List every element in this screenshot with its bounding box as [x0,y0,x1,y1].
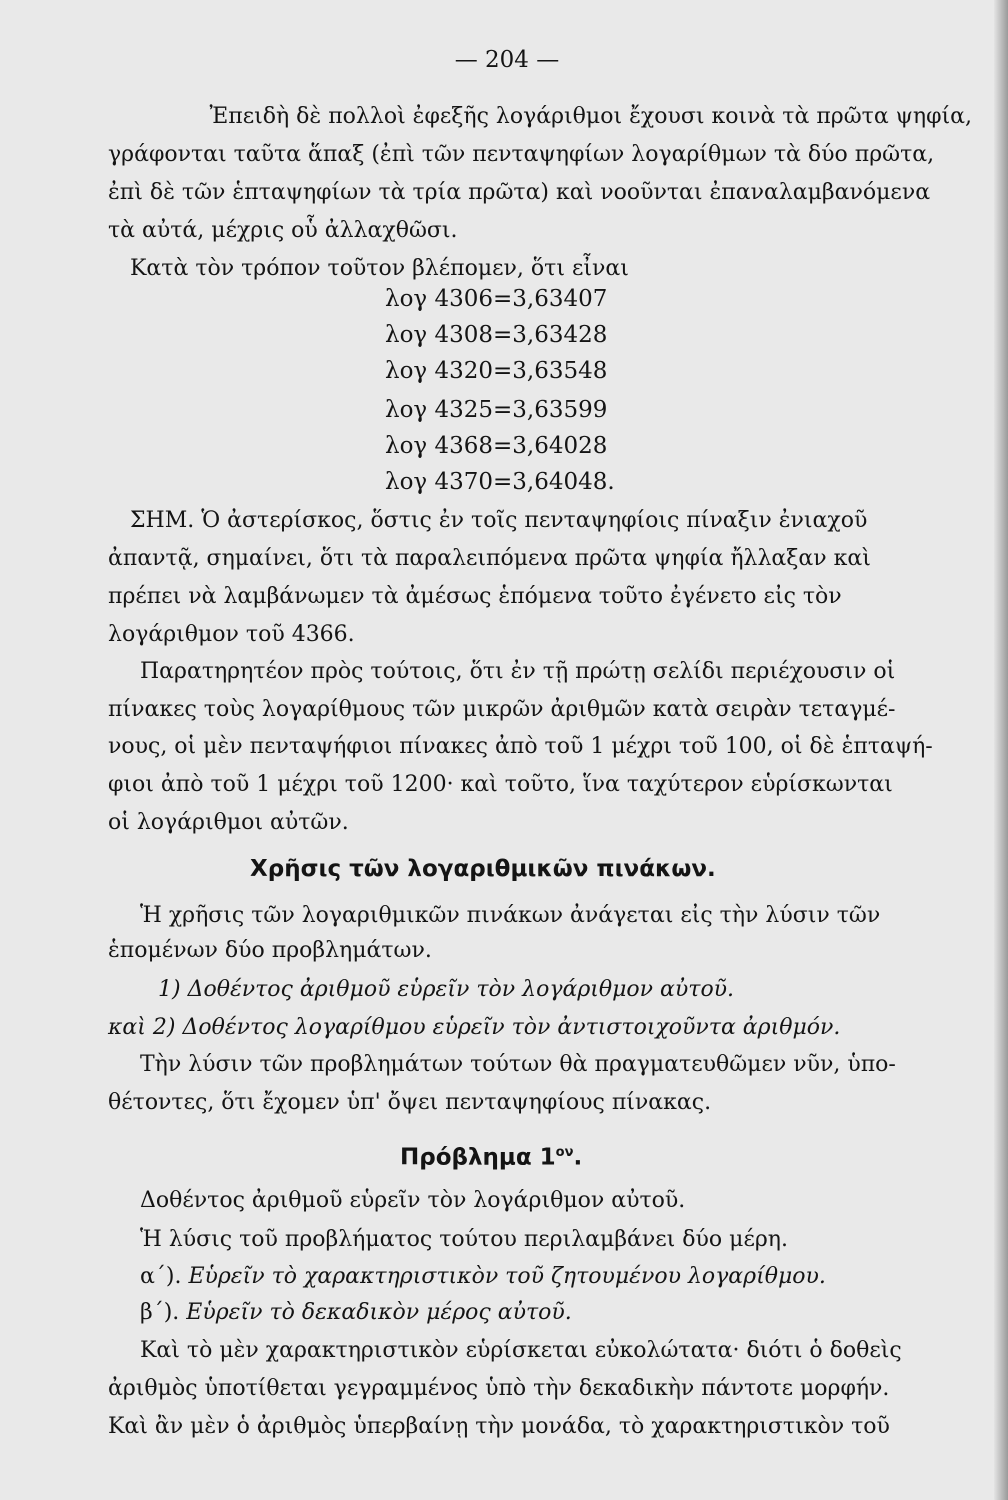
para5-line-2: θέτοντες, ὅτι ἔχομεν ὑπ' ὄψει πενταψηφίους πίνακας. [108,1090,712,1115]
part-a-label: α΄). [140,1264,182,1289]
log-line-4: λογ 4325=3,63599 [385,397,608,423]
part-b [140,1300,572,1326]
problem-heading-text: Πρόβλημα 1 [400,1144,556,1171]
log-line-1: λογ 4306=3,63407 [385,286,608,312]
para7-line-1: Καὶ τὸ μὲν χαρακτηριστικὸν εὑρίσκεται εὐκολώτατα· διότι ὁ δοθεὶς [140,1338,902,1363]
part-b-label: β΄). [140,1300,180,1325]
problem-heading [400,1140,582,1171]
section-heading: Χρῆσις τῶν λογαριθμικῶν πινάκων. [250,856,716,882]
log-line-6: λογ 4370=3,64048. [385,469,615,495]
page-edge-shadow [994,0,1008,1500]
problem-heading-end: . [573,1144,583,1171]
para3-line-5: οἱ λογάριθμοι αὐτῶν. [108,810,349,835]
problem-2: καὶ 2) Δοθέντος λογαρίθμου εὑρεῖν τὸν ἀντιστοιχοῦντα ἀριθμόν. [108,1015,841,1040]
para1-line-1: Ἐπειδὴ δὲ πολλοὶ ἐφεξῆς λογάριθμοι ἔχουσι κοινὰ τὰ πρῶτα ψηφία, [209,104,972,129]
para1-line-3: ἐπὶ δὲ τῶν ἑπταψηφίων τὰ τρία πρῶτα) καὶ νοοῦνται ἐπαναλαμβανόμενα [108,180,931,205]
part-b-text: Εὑρεῖν τὸ δεκαδικὸν μέρος αὐτοῦ. [186,1300,572,1325]
log-line-5: λογ 4368=3,64028 [385,433,608,459]
part-a [140,1264,826,1290]
para3-line-4: φιοι ἀπὸ τοῦ 1 μέχρι τοῦ 1200· καὶ τοῦτο, ἵνα ταχύτερον εὑρίσκωνται [108,772,893,797]
para2-intro: Κατὰ τὸν τρόπον τοῦτον βλέπομεν, ὅτι εἶναι [130,256,629,281]
note-line-4: λογάριθμον τοῦ 4366. [108,622,355,647]
note-line-1: ΣΗΜ. Ὁ ἀστερίσκος, ὅστις ἐν τοῖς πενταψηφίοις πίναξιν ἐνιαχοῦ [130,508,868,533]
page-number: — 204 — [454,47,560,73]
note-line-2: ἀπαντᾷ, σημαίνει, ὅτι τὰ παραλειπόμενα πρῶτα ψηφία ἤλλαξαν καὶ [108,546,871,571]
para6-line-2: Ἡ λύσις τοῦ προβλήματος τούτου περιλαμβάνει δύο μέρη. [140,1227,788,1252]
problem-1: 1) Δοθέντος ἀριθμοῦ εὑρεῖν τὸν λογάριθμον αὐτοῦ. [158,977,735,1002]
note-line-3: πρέπει νὰ λαμβάνωμεν τὰ ἀμέσως ἑπόμενα τοῦτο ἐγένετο εἰς τὸν [108,584,842,609]
part-a-text: Εὑρεῖν τὸ χαρακτηριστικὸν τοῦ ζητουμένου λογαρίθμου. [188,1264,826,1289]
log-line-3: λογ 4320=3,63548 [385,358,608,384]
para4-line-2: ἑπομένων δύο προβλημάτων. [108,938,432,963]
para7-line-2: ἀριθμὸς ὑποτίθεται γεγραμμένος ὑπὸ τὴν δεκαδικὴν πάντοτε μορφήν. [108,1376,890,1401]
problem-heading-sup: ον [555,1145,574,1160]
para1-line-2: γράφονται ταῦτα ἅπαξ (ἐπὶ τῶν πενταψηφίων λογαρίθμων τὰ δύο πρῶτα, [108,142,935,167]
para7-line-3: Καὶ ἂν μὲν ὁ ἀριθμὸς ὑπερβαίνῃ τὴν μονάδα, τὸ χαρακτηριστικὸν τοῦ [108,1414,890,1439]
para3-line-2: πίνακες τοὺς λογαρίθμους τῶν μικρῶν ἀριθμῶν κατὰ σειρὰν τεταγμέ- [108,697,896,722]
para1-line-4: τὰ αὐτά, μέχρις οὗ ἀλλαχθῶσι. [108,218,458,243]
log-line-2: λογ 4308=3,63428 [385,322,608,348]
para3-line-1: Παρατηρητέον πρὸς τούτοις, ὅτι ἐν τῇ πρώτῃ σελίδι περιέχουσιν οἱ [140,659,896,684]
para4-line-1: Ἡ χρῆσις τῶν λογαριθμικῶν πινάκων ἀνάγεται εἰς τὴν λύσιν τῶν [140,903,881,928]
para6-line-1: Δοθέντος ἀριθμοῦ εὑρεῖν τὸν λογάριθμον αὐτοῦ. [140,1188,686,1213]
para5-line-1: Τὴν λύσιν τῶν προβλημάτων τούτων θὰ πραγματευθῶμεν νῦν, ὑπο- [140,1052,896,1077]
para3-line-3: νους, οἱ μὲν πενταψήφιοι πίνακες ἀπὸ τοῦ 1 μέχρι τοῦ 100, οἱ δὲ ἑπταψή- [108,734,933,759]
